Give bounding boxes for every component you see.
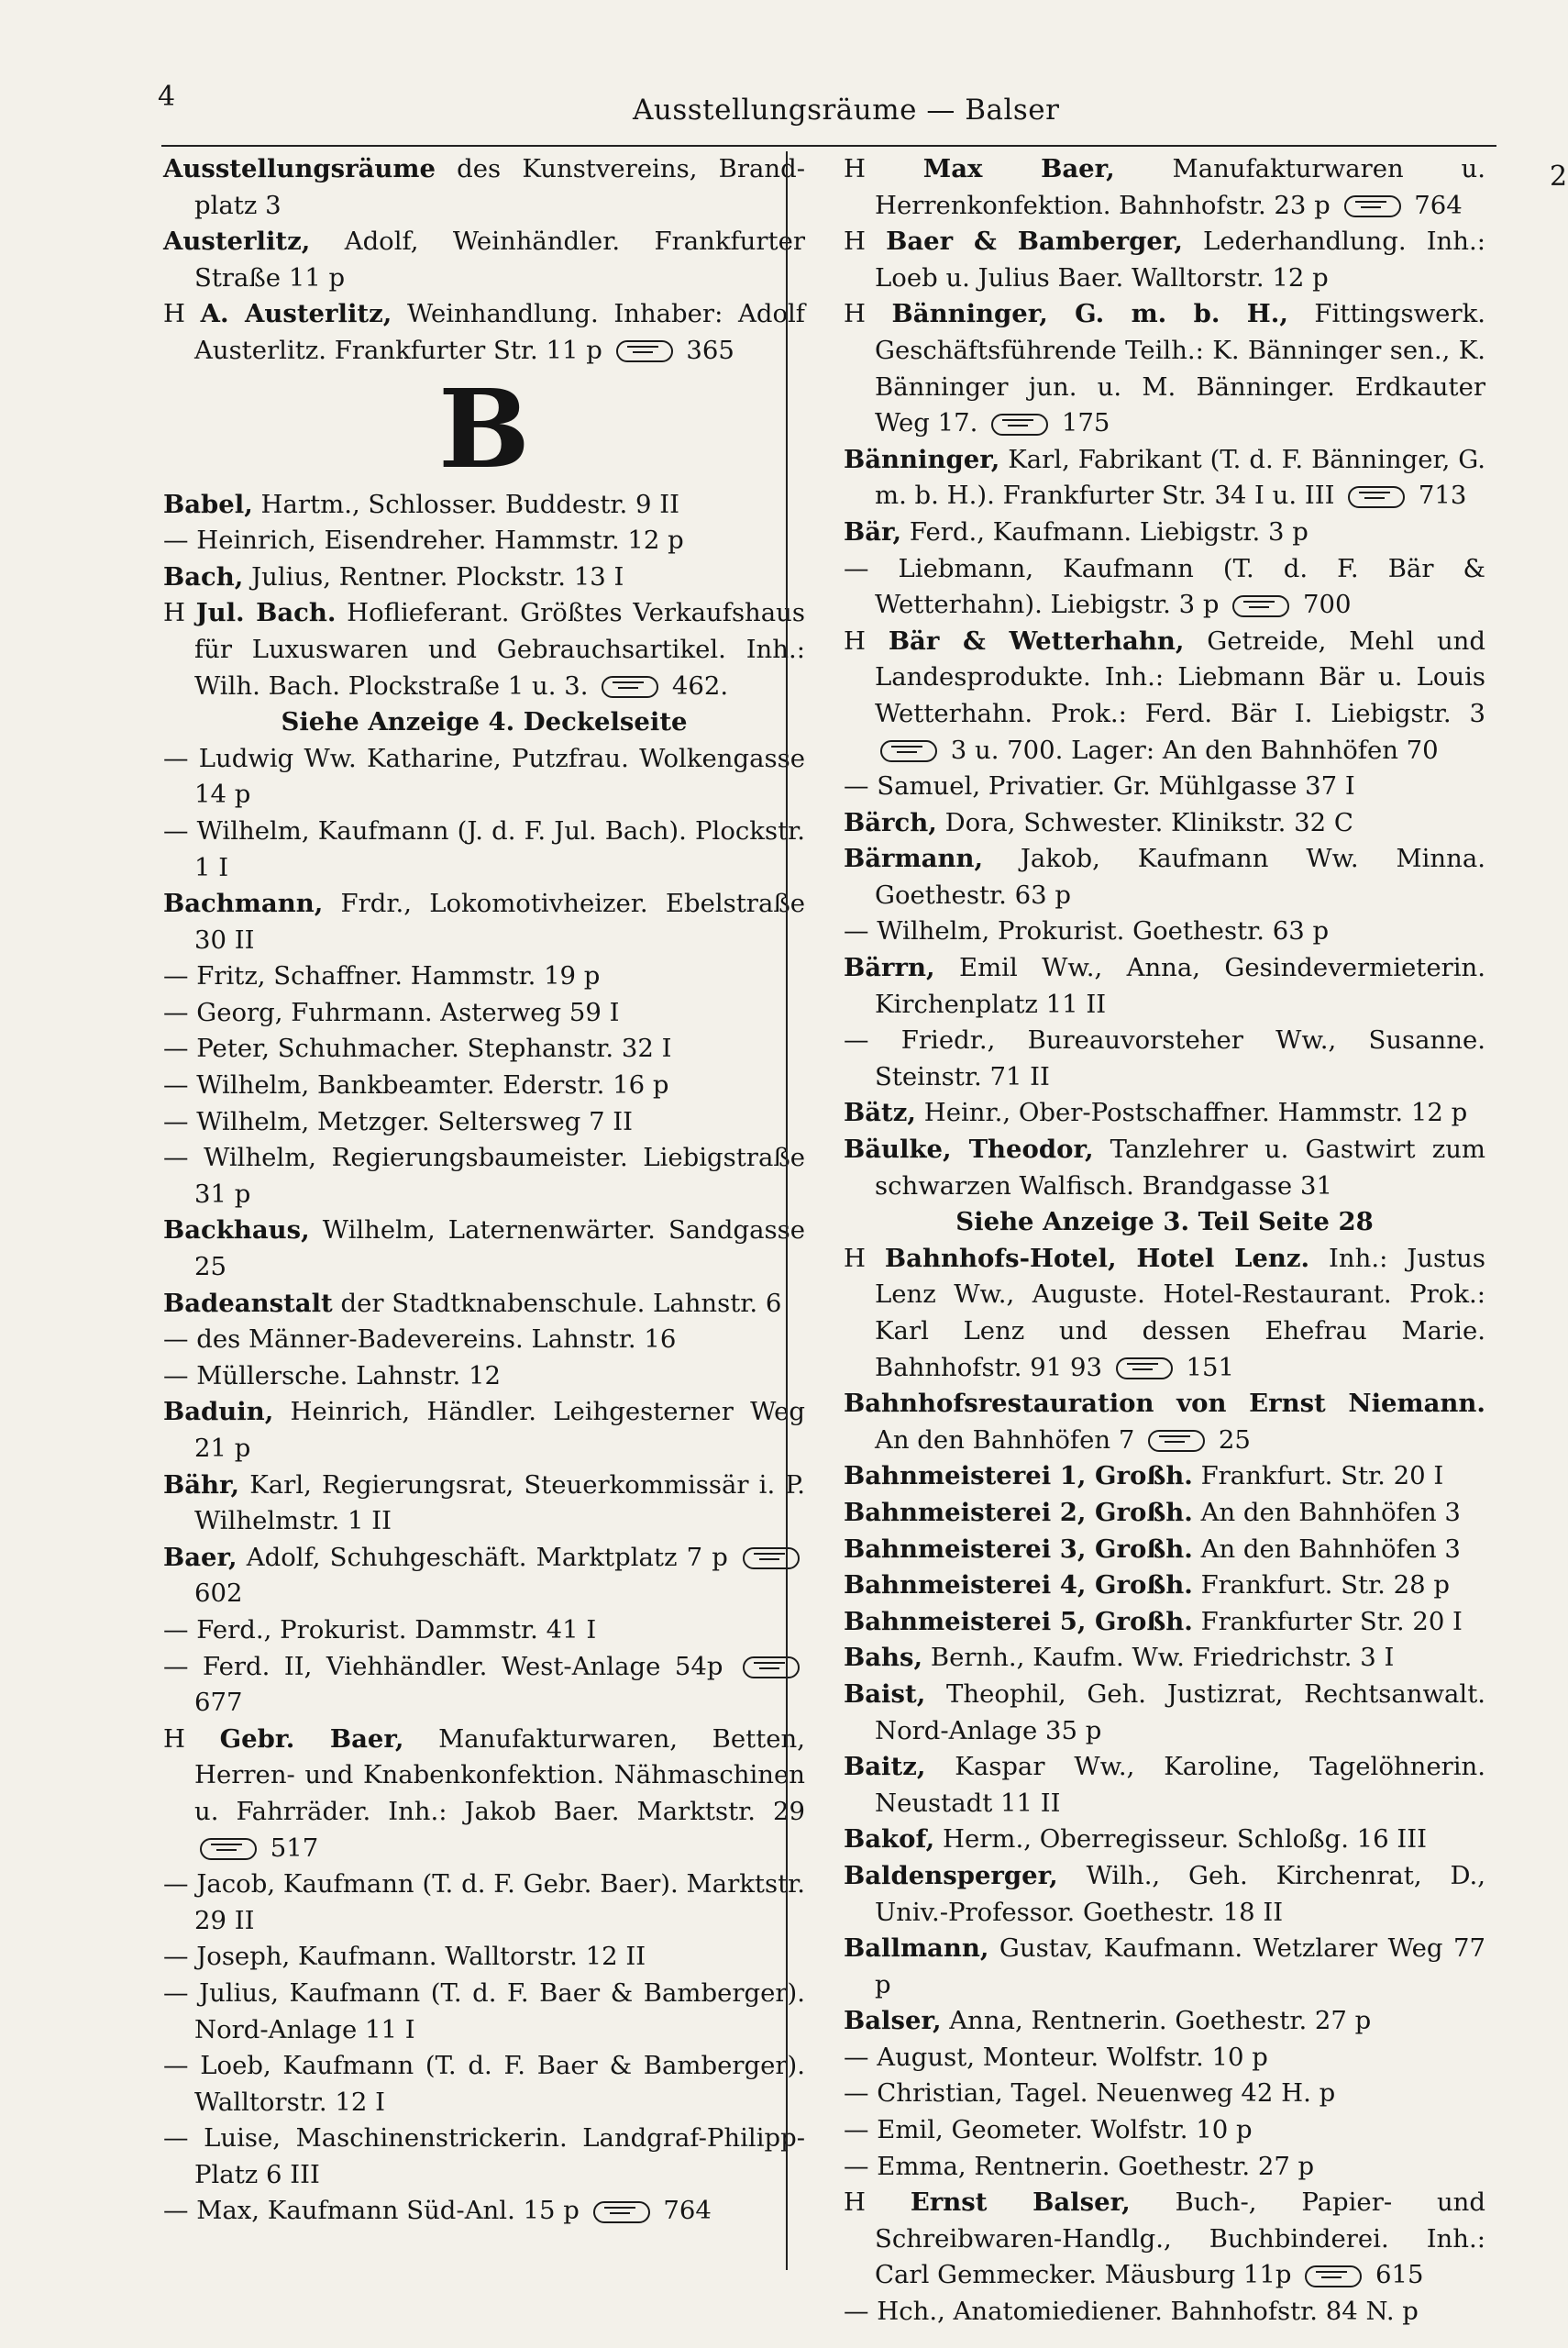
left-entry: H Gebr. Baer, Manufakturwaren, Betten, Herren- und Knabenkonfektion. Nähmaschinen u. Fahrräder. Inh.: Jakob Baer. Marktstr. 29 517 xyxy=(163,1723,805,1863)
telephone-icon xyxy=(743,1656,800,1678)
column-divider xyxy=(786,151,788,2270)
telephone-icon xyxy=(200,1838,257,1860)
margin-mark: 2 xyxy=(1550,161,1568,193)
right-entry: H Bär & Wetterhahn, Getreide, Mehl und Landesprodukte. Inh.: Liebmann Bär u. Louis Wetterhahn. Prok.: Ferd. Bär I. Liebigstr. 3 3 u. 700. Lager: An den Bahnhöfen 70 xyxy=(844,626,1485,765)
right-entry: — Emma, Rentnerin. Goethestr. 27 p xyxy=(844,2151,1315,2181)
right-column xyxy=(844,151,1485,2331)
left-entry: — Loeb, Kaufmann (T. d. F. Baer & Bamberger). Walltorstr. 12 I xyxy=(163,2051,805,2117)
telephone-icon xyxy=(1232,595,1289,617)
left-entry: — Ferd., Prokurist. Dammstr. 41 I xyxy=(163,1614,597,1645)
page-number: 4 xyxy=(158,81,176,113)
running-head: Ausstellungsräume — Balser xyxy=(633,94,1060,127)
telephone-icon xyxy=(593,2201,650,2223)
right-entry: H Bahnhofs-Hotel, Hotel Lenz. Inh.: Justus Lenz Ww., Auguste. Hotel-Restaurant. Prok.: Karl Lenz und dessen Ehefrau Marie. Bahnhofstr. 91 93 151 xyxy=(844,1243,1485,1382)
left-column xyxy=(163,151,805,2230)
left-entry: — Wilhelm, Metzger. Seltersweg 7 II xyxy=(163,1106,634,1136)
left-entry: Bach, Julius, Rentner. Plockstr. 13 I xyxy=(163,561,624,592)
left-entry: H Jul. Bach. Hoflieferant. Größtes Verkaufshaus für Luxuswaren und Gebrauchsartikel. Inh.: Wilh. Bach. Plockstraße 1 u. 3. 462. xyxy=(163,598,805,701)
left-entry: — Ludwig Ww. Katharine, Putzfrau. Wolkengasse 14 p xyxy=(163,743,805,810)
right-entry: — Liebmann, Kaufmann (T. d. F. Bär & Wetterhahn). Liebigstr. 3 p 700 xyxy=(844,553,1485,620)
right-entry: Bänninger, Karl, Fabrikant (T. d. F. Bänninger, G. m. b. H.). Frankfurter Str. 34 I u. III 713 xyxy=(844,444,1485,511)
telephone-icon xyxy=(616,340,673,362)
right-entry: Bäulke, Theodor, Tanzlehrer u. Gastwirt zum schwarzen Walfisch. Brandgasse 31 xyxy=(844,1135,1485,1201)
left-entry: — Wilhelm, Regierungsbaumeister. Liebigstraße 31 p xyxy=(163,1143,805,1209)
left-entry: Austerlitz, Adolf, Weinhändler. Frankfurter Straße 11 p xyxy=(163,227,805,293)
left-entry: Babel, Hartm., Schlosser. Buddestr. 9 II xyxy=(163,489,679,519)
telephone-icon xyxy=(602,676,658,698)
left-entry: — des Männer-Badevereins. Lahnstr. 16 xyxy=(163,1324,677,1355)
left-entry: — Max, Kaufmann Süd-Anl. 15 p 764 xyxy=(163,2196,712,2226)
right-entry: Bärmann, Jakob, Kaufmann Ww. Minna. Goethestr. 63 p xyxy=(844,844,1485,910)
left-entry: — Peter, Schuhmacher. Stephanstr. 32 I xyxy=(163,1034,672,1064)
telephone-icon xyxy=(743,1547,800,1569)
left-entry: — Luise, Maschinenstrickerin. Landgraf-Philipp-Platz 6 III xyxy=(163,2123,805,2189)
right-entry: — Christian, Tagel. Neuenweg 42 H. p xyxy=(844,2078,1336,2109)
right-entry: — Friedr., Bureauvorsteher Ww., Susanne. Steinstr. 71 II xyxy=(844,1025,1485,1091)
right-entry: Bärrn, Emil Ww., Anna, Gesindevermieterin. Kirchenplatz 11 II xyxy=(844,953,1485,1019)
left-entry: — Wilhelm, Kaufmann (J. d. F. Jul. Bach). Plockstr. 1 I xyxy=(163,815,805,882)
left-entry: Bachmann, Frdr., Lokomotivheizer. Ebelstraße 30 II xyxy=(163,889,805,955)
telephone-icon xyxy=(1348,486,1405,508)
left-entry: Baer, Adolf, Schuhgeschäft. Marktplatz 7 p 602 xyxy=(163,1540,805,1612)
right-entry: — August, Monteur. Wolfstr. 10 p xyxy=(844,2042,1268,2072)
right-entry: — Wilhelm, Prokurist. Goethestr. 63 p xyxy=(844,916,1330,947)
left-entry: — Joseph, Kaufmann. Walltorstr. 12 II xyxy=(163,1942,646,1972)
right-entry: Bahnmeisterei 4, Großh. Frankfurt. Str. 28 p xyxy=(844,1570,1450,1600)
right-entry: — Samuel, Privatier. Gr. Mühlgasse 37 I xyxy=(844,771,1355,802)
right-entry: Ballmann, Gustav, Kaufmann. Wetzlarer Weg 77 p xyxy=(844,1933,1485,1999)
right-entry: H Ernst Balser, Buch-, Papier- und Schreibwaren-Handlg., Buchbinderei. Inh.: Carl Gemmecker. Mäusburg 11p 615 xyxy=(844,2187,1485,2290)
telephone-icon xyxy=(1116,1357,1173,1379)
right-entry: Baldensperger, Wilh., Geh. Kirchenrat, D., Univ.-Professor. Goethestr. 18 II xyxy=(844,1860,1485,1927)
section-letter: B xyxy=(438,364,530,493)
left-entry: Bähr, Karl, Regierungsrat, Steuerkommissär i. P. Wilhelmstr. 1 II xyxy=(163,1469,805,1536)
left-entry: — Müllersche. Lahnstr. 12 xyxy=(163,1360,501,1390)
right-entry: — Emil, Geometer. Wolfstr. 10 p xyxy=(844,2115,1253,2145)
right-entry: Bahs, Bernh., Kaufm. Ww. Friedrichstr. 3 I xyxy=(844,1643,1395,1673)
telephone-icon xyxy=(1344,195,1401,217)
right-entry: Bahnhofsrestauration von Ernst Niemann. An den Bahnhöfen 7 25 xyxy=(844,1389,1485,1455)
right-entry: — Hch., Anatomiediener. Bahnhofstr. 84 N. p xyxy=(844,2297,1419,2327)
header-rule xyxy=(161,145,1496,147)
right-entry: Bär, Ferd., Kaufmann. Liebigstr. 3 p xyxy=(844,516,1309,547)
telephone-icon xyxy=(880,740,937,762)
left-entry: H A. Austerlitz, Weinhandlung. Inhaber: Adolf Austerlitz. Frankfurter Str. 11 p 365 xyxy=(163,299,805,365)
right-entry: Balser, Anna, Rentnerin. Goethestr. 27 p xyxy=(844,2006,1372,2036)
right-entry: Siehe Anzeige 3. Teil Seite 28 xyxy=(955,1207,1374,1237)
right-entry: Bahnmeisterei 3, Großh. An den Bahnhöfen 3 xyxy=(844,1534,1461,1564)
right-entry: Baist, Theophil, Geh. Justizrat, Rechtsanwalt. Nord-Anlage 35 p xyxy=(844,1678,1485,1745)
left-entry: Ausstellungsräume des Kunstvereins, Brand-platz 3 xyxy=(163,154,805,220)
telephone-icon xyxy=(1305,2265,1362,2287)
left-entry: Siehe Anzeige 4. Deckelseite xyxy=(281,707,688,737)
left-entry: — Ferd. II, Viehhändler. West-Anlage 54p 677 xyxy=(163,1649,805,1722)
left-entry: — Georg, Fuhrmann. Asterweg 59 I xyxy=(163,997,620,1027)
left-entry: Backhaus, Wilhelm, Laternenwärter. Sandgasse 25 xyxy=(163,1215,805,1282)
right-entry: Bakof, Herm., Oberregisseur. Schloßg. 16 III xyxy=(844,1824,1427,1855)
left-entry: — Fritz, Schaffner. Hammstr. 19 p xyxy=(163,961,601,991)
right-entry: Baitz, Kaspar Ww., Karoline, Tagelöhnerin. Neustadt 11 II xyxy=(844,1752,1485,1818)
right-entry: Bahnmeisterei 5, Großh. Frankfurter Str. 20 I xyxy=(844,1606,1463,1636)
left-entry: — Jacob, Kaufmann (T. d. F. Gebr. Baer). Marktstr. 29 II xyxy=(163,1869,805,1935)
right-entry: H Max Baer, Manufakturwaren u. Herrenkonfektion. Bahnhofstr. 23 p 764 xyxy=(844,154,1485,220)
right-entry: H Bänninger, G. m. b. H., Fittingswerk. Geschäftsführende Teilh.: K. Bänninger sen., K. Bänninger jun. u. M. Bänninger. Erdkauter Weg 17. 175 xyxy=(844,299,1485,438)
right-entry: Bahnmeisterei 1, Großh. Frankfurt. Str. 20 I xyxy=(844,1461,1444,1491)
left-entry: — Heinrich, Eisendreher. Hammstr. 12 p xyxy=(163,526,684,556)
right-entry: Bahnmeisterei 2, Großh. An den Bahnhöfen 3 xyxy=(844,1497,1461,1527)
left-entry: Badeanstalt der Stadtknabenschule. Lahnstr. 6 xyxy=(163,1288,782,1318)
telephone-icon xyxy=(1148,1430,1205,1452)
telephone-icon xyxy=(991,414,1048,436)
left-entry: — Julius, Kaufmann (T. d. F. Baer & Bamberger). Nord-Anlage 11 I xyxy=(163,1977,805,2044)
right-entry: H Baer & Bamberger, Lederhandlung. Inh.: Loeb u. Julius Baer. Walltorstr. 12 p xyxy=(844,227,1485,293)
left-entry: Baduin, Heinrich, Händler. Leihgesterner Weg 21 p xyxy=(163,1397,805,1463)
right-entry: Bärch, Dora, Schwester. Klinikstr. 32 C xyxy=(844,807,1353,837)
left-entry: — Wilhelm, Bankbeamter. Ederstr. 16 p xyxy=(163,1070,669,1101)
right-entry: Bätz, Heinr., Ober-Postschaffner. Hammstr. 12 p xyxy=(844,1098,1468,1128)
